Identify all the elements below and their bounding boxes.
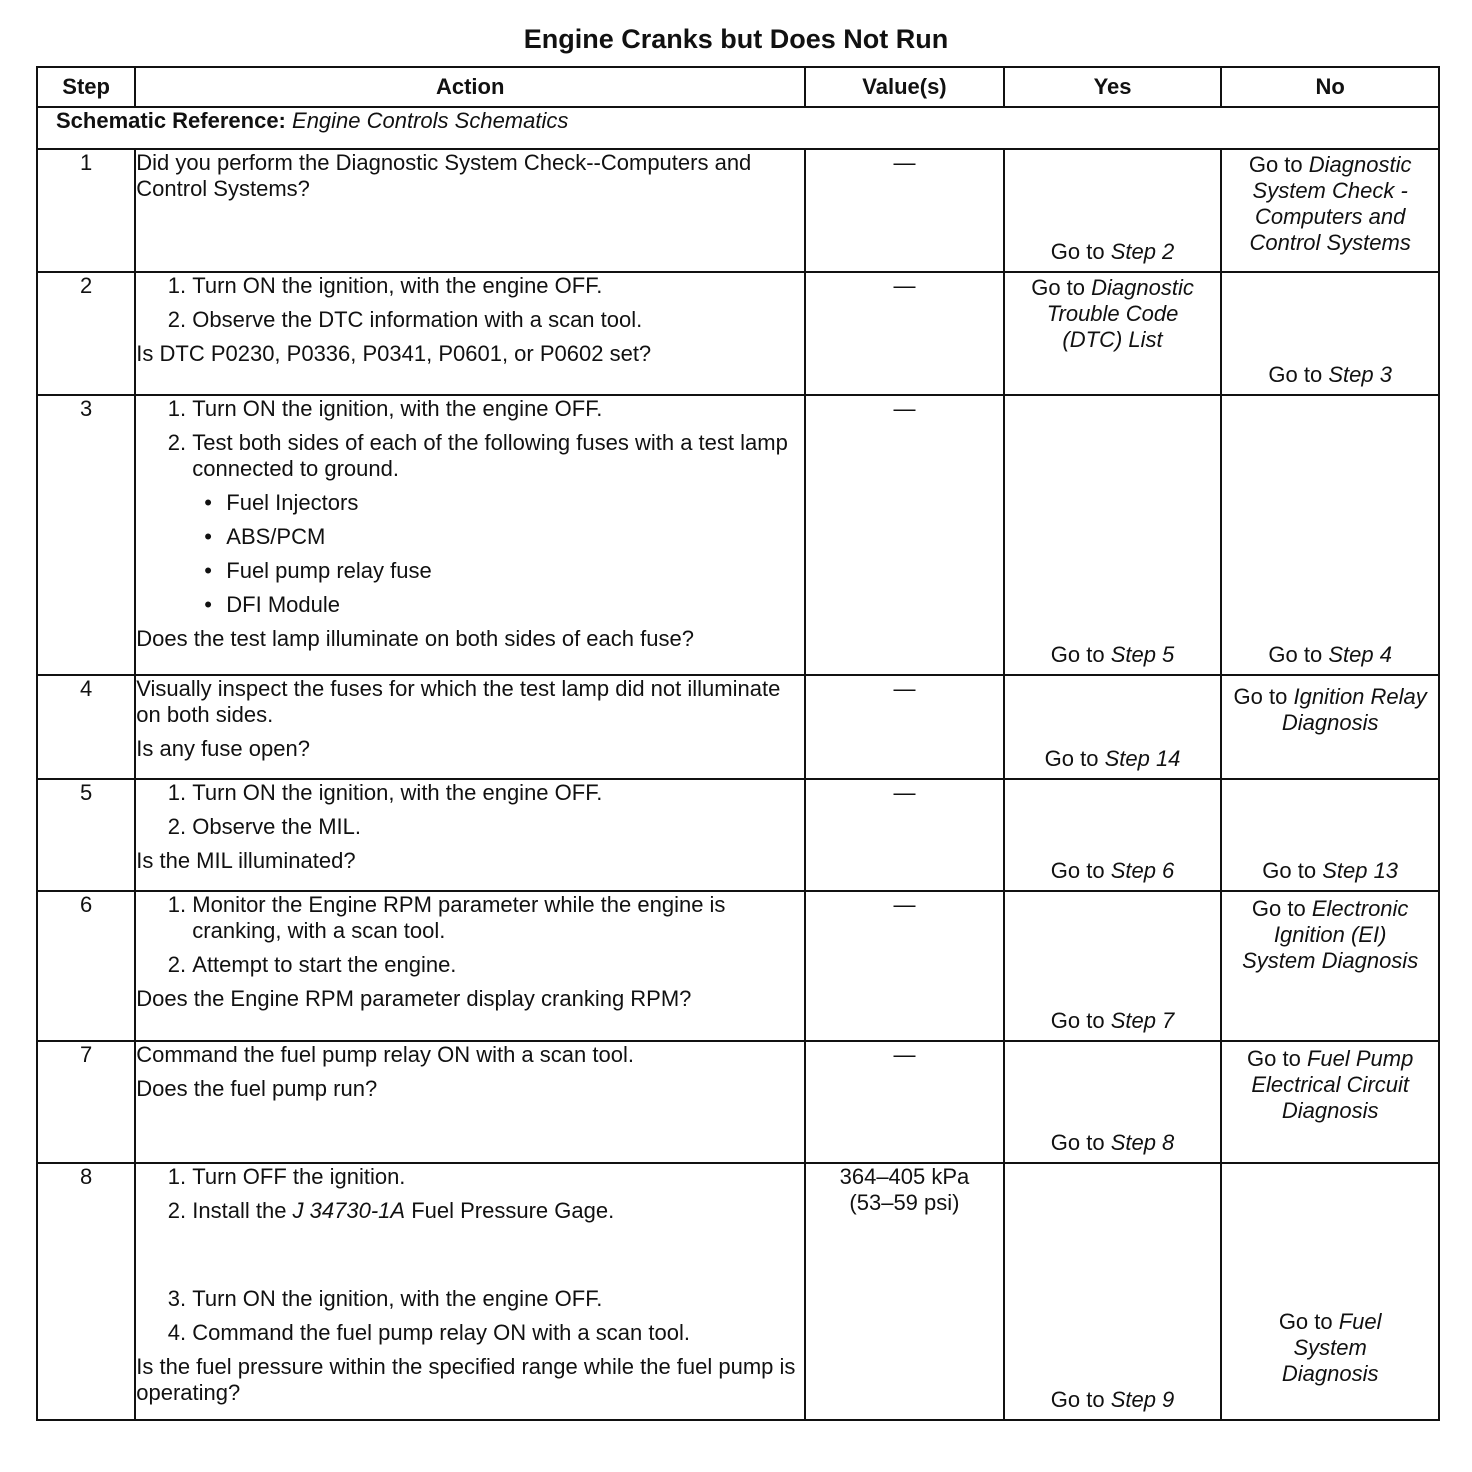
- action-text: Did you perform the Diagnostic System Check--Computers and Control Systems?: [136, 150, 752, 201]
- step-number: 1: [37, 149, 135, 272]
- no-ref: Step 13: [1322, 858, 1399, 883]
- yes-ref: Step 14: [1104, 746, 1181, 771]
- yes-result: [1005, 1130, 1221, 1156]
- action-step: 1. Turn ON the ignition, with the engine OFF.: [192, 780, 804, 806]
- value-cell: —: [805, 272, 1004, 395]
- yes-ref: Step 8: [1110, 1130, 1175, 1155]
- yes-result: [1005, 858, 1221, 884]
- schematic-link: Engine Controls Schematics: [292, 108, 569, 133]
- step-number: 2: [37, 272, 135, 395]
- yes-result: [1005, 239, 1221, 265]
- fuse-item: • Fuel pump relay fuse: [226, 558, 804, 584]
- yes-cell: [1004, 395, 1222, 675]
- action-question: Is the fuel pressure within the specified range while the fuel pump is operating?: [136, 1354, 796, 1405]
- schematic-label: Schematic Reference:: [56, 108, 286, 133]
- table-row: [37, 779, 1439, 891]
- yes-ref: Diagnostic Trouble Code (DTC) List: [1046, 275, 1194, 352]
- no-prefix: Go to: [1268, 642, 1329, 667]
- action-step-post: Fuel Pressure Gage.: [405, 1198, 615, 1223]
- schematic-reference: [37, 107, 1439, 149]
- action-cell: [135, 1041, 805, 1163]
- yes-cell: [1004, 1163, 1222, 1420]
- no-cell: [1221, 149, 1439, 272]
- header-values: Value(s): [805, 67, 1004, 107]
- value-cell: —: [805, 149, 1004, 272]
- no-ref: Step 4: [1328, 642, 1392, 667]
- yes-prefix: Go to: [1044, 746, 1105, 771]
- yes-cell: [1004, 891, 1222, 1041]
- action-step: 1. Monitor the Engine RPM parameter while the engine is cranking, with a scan tool.: [192, 892, 804, 944]
- table-row: [37, 272, 1439, 395]
- no-ref: Electronic Ignition (EI) System Diagnosis: [1242, 896, 1419, 973]
- no-cell: [1221, 779, 1439, 891]
- no-cell: [1221, 272, 1439, 395]
- yes-prefix: Go to: [1050, 642, 1111, 667]
- action-step: 2. Observe the MIL.: [192, 814, 804, 840]
- yes-cell: [1004, 149, 1222, 272]
- yes-result: [1005, 1008, 1221, 1034]
- action-text: Visually inspect the fuses for which the test lamp did not illuminate on both sides.: [136, 676, 781, 727]
- action-cell: [135, 395, 805, 675]
- value-cell: —: [805, 395, 1004, 675]
- fuse-list: [192, 490, 804, 618]
- no-result: [1222, 858, 1438, 884]
- yes-cell: [1004, 675, 1222, 779]
- schematic-row: [37, 107, 1439, 149]
- no-cell: [1221, 891, 1439, 1041]
- fuse-item: • DFI Module: [226, 592, 804, 618]
- action-question: Does the fuel pump run?: [136, 1076, 378, 1101]
- table-row: [37, 1163, 1439, 1420]
- yes-prefix: Go to: [1031, 275, 1092, 300]
- no-result: [1222, 892, 1438, 974]
- action-cell: [135, 779, 805, 891]
- step-number: 8: [37, 1163, 135, 1420]
- no-prefix: Go to: [1268, 362, 1329, 387]
- no-result: [1222, 1309, 1438, 1387]
- table-row: [37, 149, 1439, 272]
- step-number: 3: [37, 395, 135, 675]
- action-steps: [136, 892, 804, 978]
- yes-ref: Step 2: [1110, 239, 1175, 264]
- no-cell: [1221, 395, 1439, 675]
- value-cell: —: [805, 891, 1004, 1041]
- step-number: 7: [37, 1041, 135, 1163]
- no-result: [1222, 362, 1438, 388]
- yes-result: [1005, 642, 1221, 668]
- action-question: Is DTC P0230, P0336, P0341, P0601, or P0602 set?: [136, 341, 652, 366]
- value-cell: —: [805, 779, 1004, 891]
- action-step: 1. Turn ON the ignition, with the engine OFF.: [192, 396, 804, 422]
- table-row: [37, 1041, 1439, 1163]
- action-step: [192, 430, 804, 618]
- no-cell: [1221, 1163, 1439, 1420]
- value-cell: [805, 1163, 1004, 1420]
- no-prefix: Go to: [1262, 858, 1323, 883]
- header-action: Action: [135, 67, 805, 107]
- no-prefix: Go to: [1278, 1309, 1339, 1334]
- action-question: Is the MIL illuminated?: [136, 848, 356, 873]
- action-question: Does the test lamp illuminate on both sides of each fuse?: [136, 626, 694, 651]
- page-title: Engine Cranks but Does Not Run: [523, 24, 949, 54]
- action-text: Command the fuel pump relay ON with a scan tool.: [136, 1042, 634, 1067]
- yes-prefix: Go to: [1050, 1008, 1111, 1033]
- no-prefix: Go to: [1233, 684, 1294, 709]
- action-step: 4. Command the fuel pump relay ON with a scan tool.: [192, 1320, 804, 1346]
- yes-prefix: Go to: [1050, 239, 1111, 264]
- action-steps: [136, 780, 804, 840]
- no-cell: [1221, 1041, 1439, 1163]
- no-result: [1222, 642, 1438, 668]
- action-steps: [136, 273, 804, 333]
- no-prefix: Go to: [1248, 152, 1309, 177]
- no-ref: Fuel Pump Electrical Circuit Diagnosis: [1251, 1046, 1414, 1123]
- action-step: 3. Turn ON the ignition, with the engine OFF.: [192, 1286, 804, 1312]
- action-question: Does the Engine RPM parameter display cranking RPM?: [136, 986, 692, 1011]
- step-number: 5: [37, 779, 135, 891]
- action-step: 1. Turn ON the ignition, with the engine OFF.: [192, 273, 804, 299]
- yes-cell: [1004, 779, 1222, 891]
- no-ref: Ignition Relay Diagnosis: [1281, 684, 1427, 735]
- action-cell: [135, 1163, 805, 1420]
- yes-result: [1005, 746, 1221, 772]
- no-result: [1222, 150, 1438, 256]
- diagnostic-table: [36, 66, 1440, 1421]
- yes-ref: Step 6: [1110, 858, 1175, 883]
- no-ref: Fuel System Diagnosis: [1281, 1309, 1382, 1386]
- step-number: 6: [37, 891, 135, 1041]
- action-step: 2. Attempt to start the engine.: [192, 952, 804, 978]
- no-ref: Diagnostic System Check - Computers and Control Systems: [1249, 152, 1412, 255]
- no-ref: Step 3: [1328, 362, 1392, 387]
- table-row: [37, 395, 1439, 675]
- no-result: [1222, 1042, 1438, 1124]
- fuse-item: • ABS/PCM: [226, 524, 804, 550]
- action-steps: [136, 1164, 804, 1346]
- action-cell: [135, 675, 805, 779]
- action-question: Is any fuse open?: [136, 736, 310, 761]
- value-psi: (53–59 psi): [849, 1190, 960, 1215]
- fuse-item: • Fuel Injectors: [226, 490, 804, 516]
- value-cell: —: [805, 1041, 1004, 1163]
- no-cell: [1221, 675, 1439, 779]
- value-kpa: 364–405 kPa: [839, 1164, 970, 1189]
- yes-result: [1005, 1387, 1221, 1413]
- table-row: [37, 891, 1439, 1041]
- yes-ref: Step 7: [1110, 1008, 1175, 1033]
- action-cell: [135, 891, 805, 1041]
- no-result: [1222, 676, 1438, 736]
- table-row: [37, 675, 1439, 779]
- header-yes: Yes: [1004, 67, 1222, 107]
- yes-ref: Step 9: [1110, 1387, 1175, 1412]
- header-row: [37, 67, 1439, 107]
- no-prefix: Go to: [1247, 1046, 1307, 1071]
- action-step: [192, 1198, 804, 1224]
- tool-ref: J 34730-1A: [292, 1198, 406, 1223]
- yes-prefix: Go to: [1050, 1387, 1111, 1412]
- action-step: 1. Turn OFF the ignition.: [192, 1164, 804, 1190]
- no-prefix: Go to: [1251, 896, 1312, 921]
- yes-cell: [1004, 1041, 1222, 1163]
- yes-result: [1005, 273, 1221, 353]
- action-cell: [135, 149, 805, 272]
- action-step-pre: Install the: [192, 1198, 293, 1223]
- header-no: No: [1221, 67, 1439, 107]
- yes-prefix: Go to: [1050, 1130, 1111, 1155]
- action-cell: [135, 272, 805, 395]
- action-step-text: Test both sides of each of the following fuses with a test lamp connected to ground.: [192, 430, 788, 481]
- yes-cell: [1004, 272, 1222, 395]
- yes-ref: Step 5: [1110, 642, 1175, 667]
- header-step: Step: [37, 67, 135, 107]
- step-number: 4: [37, 675, 135, 779]
- action-steps: [136, 396, 804, 618]
- value-cell: —: [805, 675, 1004, 779]
- action-step: 2. Observe the DTC information with a scan tool.: [192, 307, 804, 333]
- yes-prefix: Go to: [1050, 858, 1111, 883]
